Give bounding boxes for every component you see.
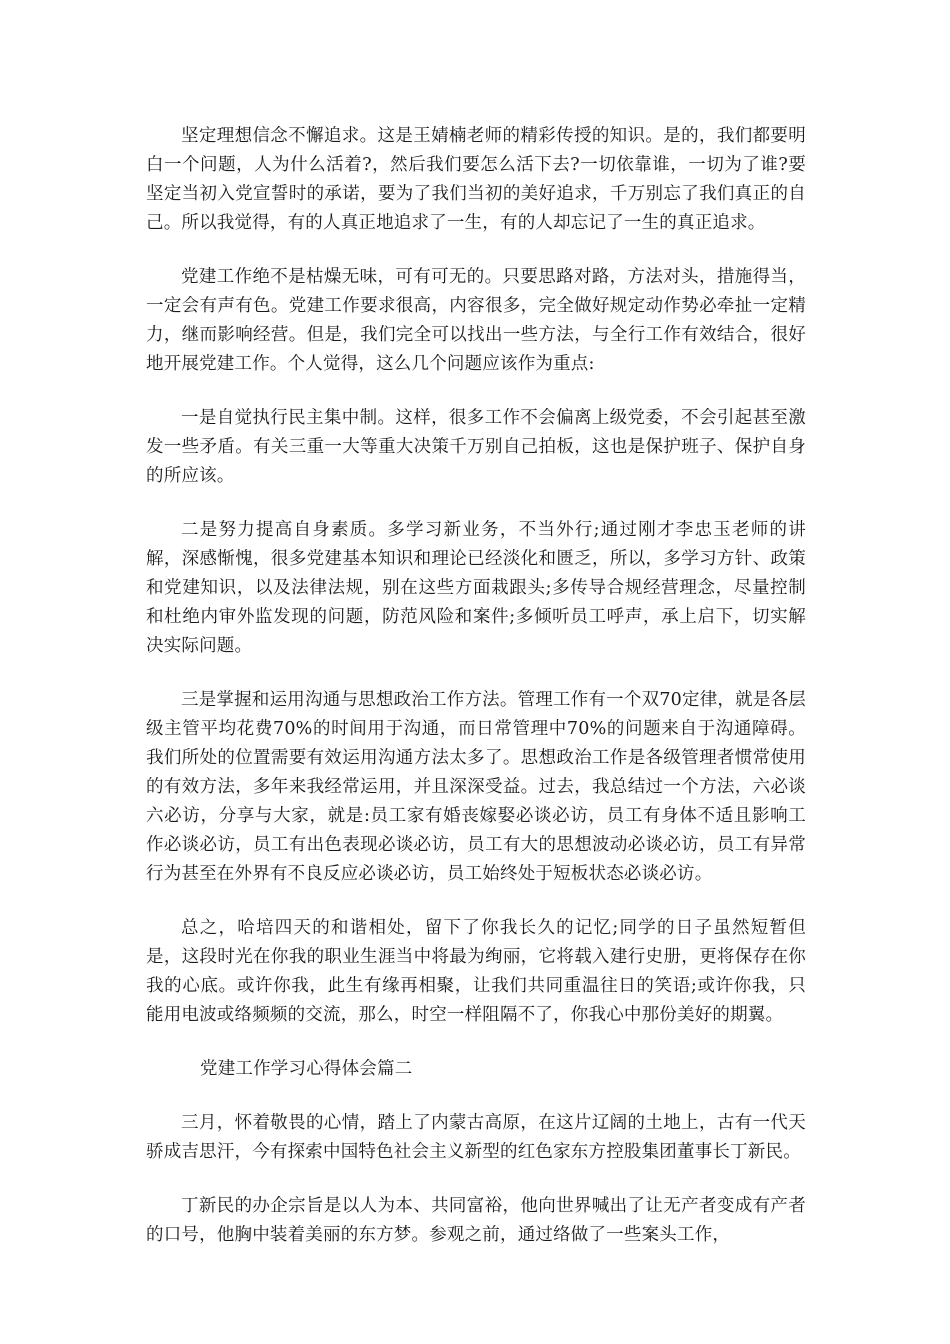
paragraph-point-one: 一是自觉执行民主集中制。这样，很多工作不会偏离上级党委，不会引起甚至激发一些矛盾。有关三重一大等重大决策千万别自己拍板，这也是保护班子、保护自身的所应该。 (146, 408, 806, 486)
document-body (146, 122, 806, 1275)
paragraph-ideals: 坚定理想信念不懈追求。这是王婧楠老师的精彩传授的知识。是的，我们都要明白一个问题，人为什么活着?，然后我们要怎么活下去?一切依靠谁，一切为了谁?要坚定当初入党宣誓时的承诺，要为了我们当初的美好追求，千万别忘了我们真正的自己。所以我觉得，有的人真正地追求了一生，有的人却忘记了一生的真正追求。 (146, 126, 806, 233)
section-heading: 党建工作学习心得体会篇二 (200, 1059, 413, 1079)
paragraph-conclusion: 总之，哈培四天的和谐相处，留下了你我长久的记忆;同学的日子虽然短暂但是，这段时光在你我的职业生涯当中将最为绚丽，它将载入建行史册，更将保存在你我的心底。或许你我，此生有缘再相聚，让我们共同重温往日的笑语;或许你我，只能用电波或络频频的交流，那么，时空一样阻隔不了，你我心中那份美好的期翼。 (146, 918, 806, 1025)
paragraph-party-building: 党建工作绝不是枯燥无味，可有可无的。只要思路对路，方法对头，措施得当，一定会有声有色。党建工作要求很高，内容很多，完全做好规定动作势必牵扯一定精力，继而影响经营。但是，我们完全可以找出一些方法，与全行工作有效结合，很好地开展党建工作。个人觉得，这么几个问题应该作为重点: (146, 267, 806, 374)
paragraph-ding-xinmin: 丁新民的办企宗旨是以人为本、共同富裕，他向世界喊出了让无产者变成有产者的口号，他胸中装着美丽的东方梦。参观之前，通过络做了一些案头工作， (146, 1196, 806, 1245)
paragraph-inner-mongolia: 三月，怀着敬畏的心情，踏上了内蒙古高原，在这片辽阔的土地上，古有一代天骄成吉思汗，今有探索中国特色社会主义新型的红色家东方控股集团董事长丁新民。 (146, 1113, 806, 1162)
paragraph-point-three: 三是掌握和运用沟通与思想政治工作方法。管理工作有一个双70定律，就是各层级主管平均花费70%的时间用于沟通，而日常管理中70%的问题来自于沟通障碍。我们所处的位置需要有效运用沟通方法太多了。思想政治工作是各级管理者惯常使用的有效方法，多年来我经常运用，并且深深受益。过去，我总结过一个方法，六必谈六必访，分享与大家，就是:员工家有婚丧嫁娶必谈必访，员工有身体不适且影响工作必谈必访，员工有出色表现必谈必访，员工有大的思想波动必谈必访，员工有异常行为甚至在外界有不良反应必谈必访，员工始终处于短板状态必谈必访。 (146, 690, 806, 884)
paragraph-point-two: 二是努力提高自身素质。多学习新业务，不当外行;通过刚才李忠玉老师的讲解，深感惭愧，很多党建基本知识和理论已经淡化和匮乏，所以，多学习方针、政策和党建知识，以及法律法规，别在这些方面栽跟头;多传导合规经营理念，尽量控制和杜绝内审外监发现的问题，防范风险和案件;多倾听员工呼声，承上启下，切实解决实际问题。 (146, 520, 806, 656)
